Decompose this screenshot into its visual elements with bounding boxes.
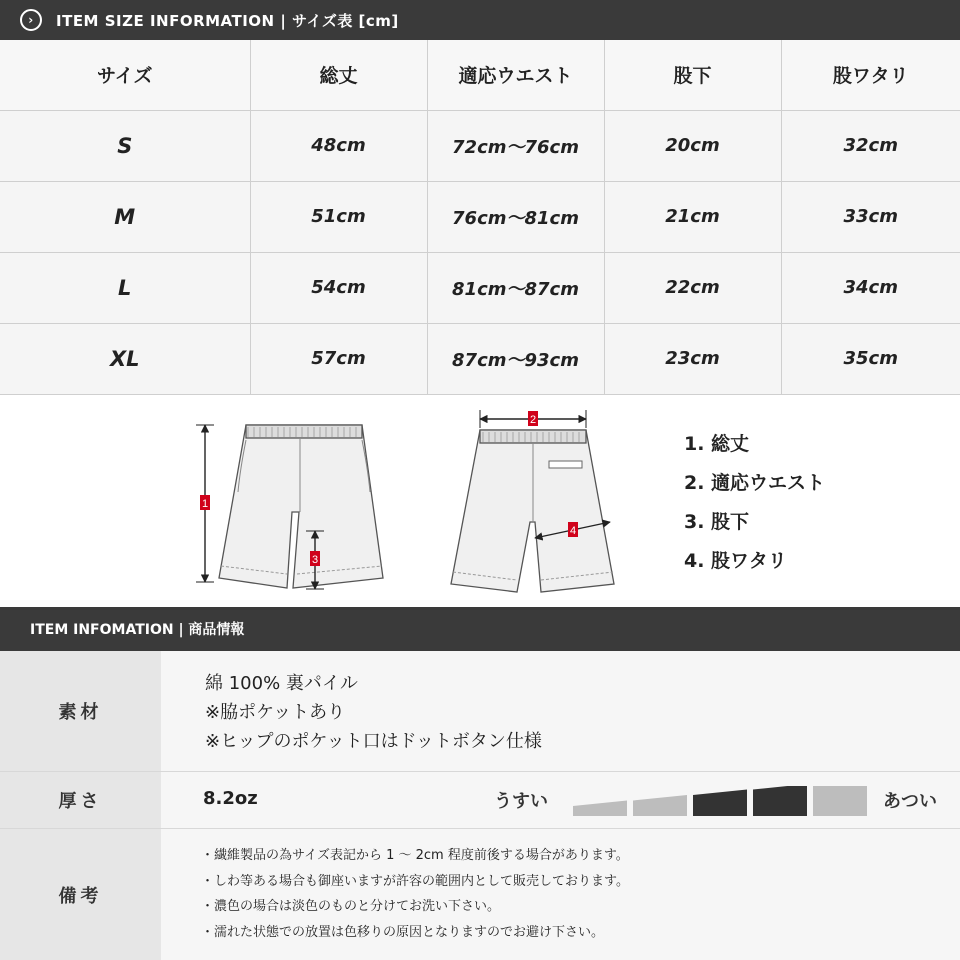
table-row	[0, 323, 960, 394]
total-length-cell: 48cm	[250, 110, 427, 181]
material-line: 綿 100% 裏パイル	[205, 673, 358, 694]
thickness-segment	[693, 790, 747, 817]
notes-label: 備考	[0, 829, 161, 960]
legend-item: 4. 股ワタリ	[684, 550, 787, 572]
marker-2-label: 2	[529, 414, 537, 426]
inseam-cell: 20cm	[604, 110, 781, 181]
table-row	[0, 110, 960, 181]
waist-cell: 81cm〜87cm	[427, 252, 604, 323]
chevron-right-icon: ›	[20, 9, 42, 31]
waist-cell: 76cm〜81cm	[427, 181, 604, 252]
total-length-cell: 57cm	[250, 323, 427, 394]
thickness-scale	[573, 786, 869, 818]
legend-item: 3. 股下	[684, 511, 750, 533]
size-table-header-row	[0, 40, 960, 110]
total-length-cell: 51cm	[250, 181, 427, 252]
marker-4-label: 4	[569, 525, 577, 537]
inseam-cell: 23cm	[604, 323, 781, 394]
material-value	[161, 651, 960, 771]
info-section-title: ITEM INFOMATION | 商品情報	[30, 622, 245, 638]
material-line: ※ヒップのポケット口はドットボタン仕様	[205, 731, 542, 752]
notes-row	[0, 829, 960, 960]
info-section-header	[0, 607, 960, 651]
thickness-segment	[573, 801, 627, 817]
size-table	[0, 40, 960, 395]
thigh-cell: 34cm	[781, 252, 960, 323]
waist-cell: 87cm〜93cm	[427, 323, 604, 394]
inseam-cell: 21cm	[604, 181, 781, 252]
table-row	[0, 252, 960, 323]
note-line: ・繊維製品の為サイズ表記から 1 〜 2cm 程度前後する場合があります。	[201, 848, 629, 863]
size-cell: XL	[0, 323, 250, 394]
size-section-title: ITEM SIZE INFORMATION | サイズ表 [cm]	[56, 11, 399, 30]
thickness-segment	[633, 795, 687, 816]
size-section-header	[0, 0, 960, 40]
thigh-cell: 33cm	[781, 181, 960, 252]
measurement-legend	[684, 428, 825, 584]
inseam-cell: 22cm	[604, 252, 781, 323]
thigh-cell: 35cm	[781, 323, 960, 394]
header-total-length: 総丈	[250, 40, 427, 110]
legend-item: 1. 総丈	[684, 433, 750, 455]
front-shorts-illustration	[219, 425, 383, 588]
thickness-label: 厚さ	[0, 772, 161, 828]
material-label: 素材	[0, 651, 161, 771]
table-row	[0, 181, 960, 252]
note-line: ・しわ等ある場合も御座いますが許容の範囲内として販売しております。	[201, 873, 629, 889]
thin-label: うすい	[494, 791, 548, 812]
marker-1-label: 1	[201, 498, 209, 510]
thickness-value: 8.2oz	[203, 788, 258, 809]
back-shorts-illustration	[451, 430, 614, 592]
header-thigh: 股ワタリ	[781, 40, 960, 110]
total-length-cell: 54cm	[250, 252, 427, 323]
note-line: ・濃色の場合は淡色のものと分けてお洗い下さい。	[201, 899, 501, 914]
note-line: ・濡れた状態での放置は色移りの原因となりますのでお避け下さい。	[201, 924, 605, 940]
header-size: サイズ	[0, 40, 250, 110]
size-cell: S	[0, 110, 250, 181]
material-line: ※脇ポケットあり	[205, 702, 346, 723]
header-inseam: 股下	[604, 40, 781, 110]
thickness-value-area	[161, 772, 960, 828]
material-row	[0, 651, 960, 772]
thigh-cell: 32cm	[781, 110, 960, 181]
header-waist: 適応ウエスト	[427, 40, 604, 110]
size-cell: L	[0, 252, 250, 323]
thick-label: あつい	[883, 791, 937, 812]
waist-cell: 72cm〜76cm	[427, 110, 604, 181]
thickness-segment	[753, 786, 807, 816]
thickness-segment	[813, 786, 867, 816]
thickness-row	[0, 772, 960, 829]
marker-3-label: 3	[311, 554, 319, 566]
legend-item: 2. 適応ウエスト	[684, 472, 826, 494]
notes-value	[161, 829, 960, 960]
size-cell: M	[0, 181, 250, 252]
